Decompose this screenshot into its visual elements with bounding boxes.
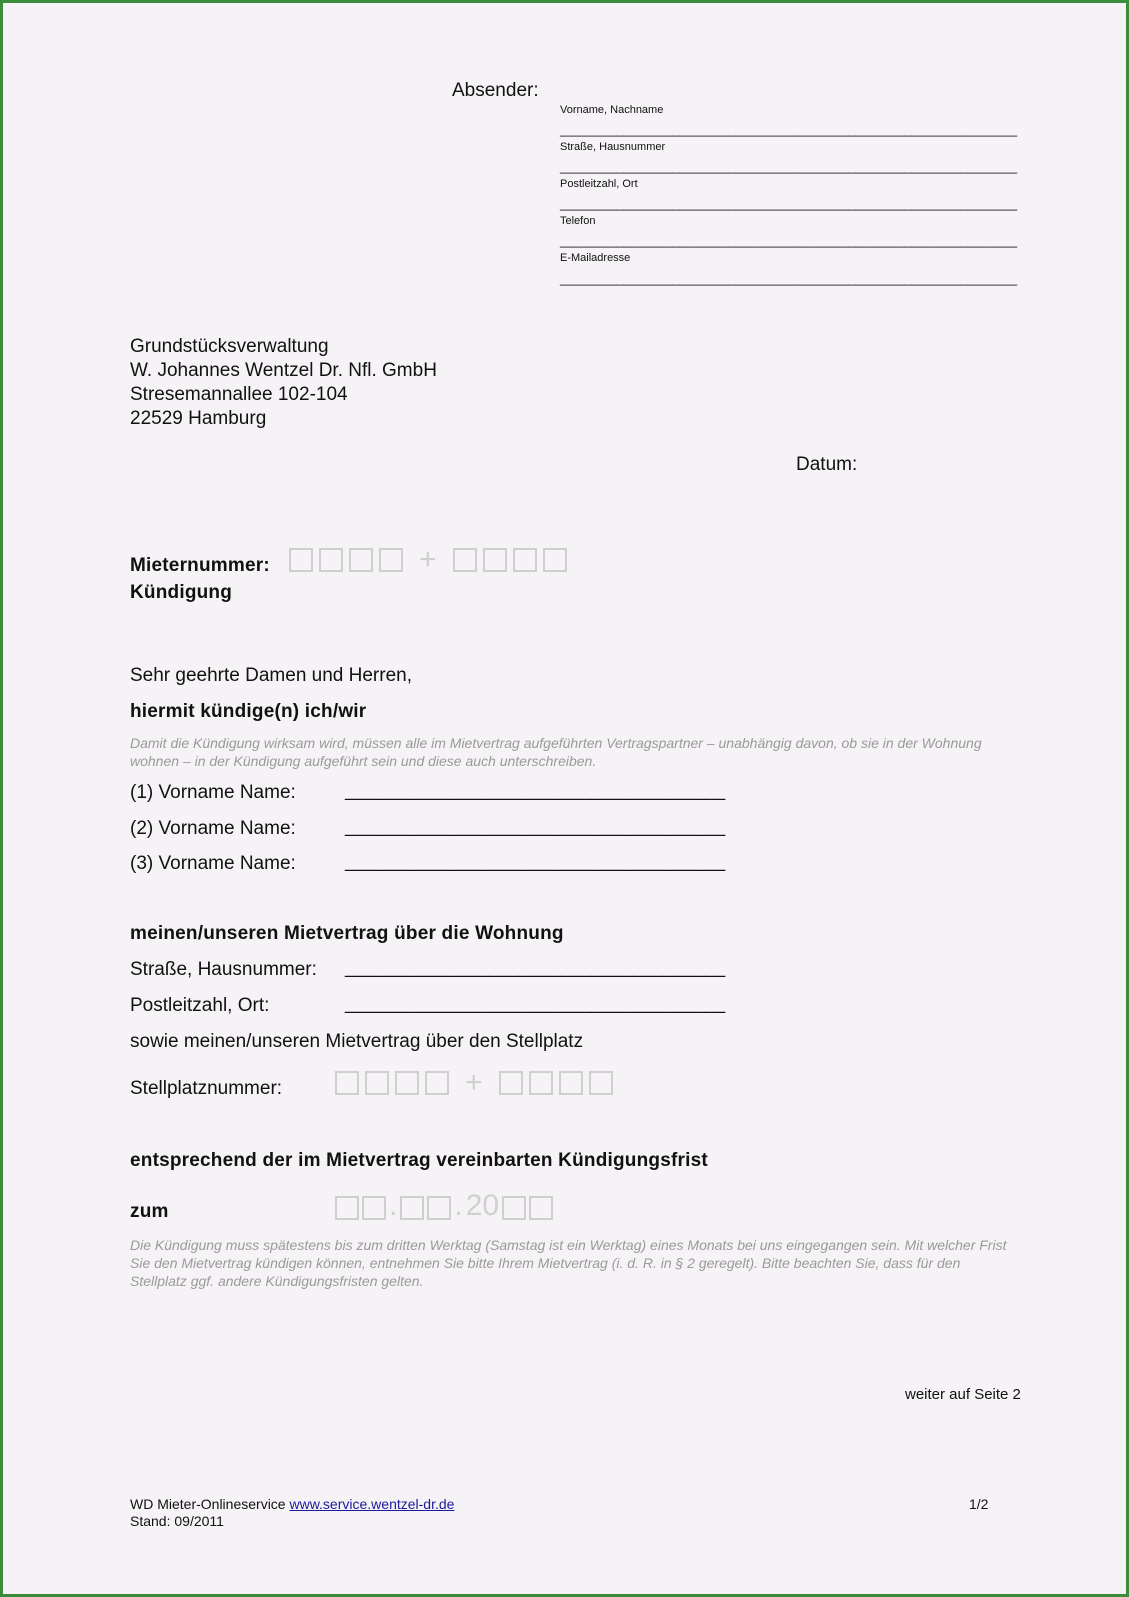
footer-service: WD Mieter-Onlineservice — [130, 1496, 286, 1512]
recipient-line-4: 22529 Hamburg — [130, 408, 267, 429]
plus-sign: + — [465, 1066, 483, 1099]
name-1-label: (1) Vorname Name: — [130, 782, 296, 803]
sender-email-label: E-Mailadresse — [560, 252, 631, 264]
sender-zip-line[interactable]: _________________________________________________________________ — [560, 196, 1017, 211]
name-3-field[interactable]: _____________________________________ — [345, 851, 725, 872]
contract-heading: meinen/unseren Mietvertrag über die Wohnung — [130, 923, 564, 944]
digit-box[interactable] — [589, 1071, 613, 1095]
intro-bold: hiermit kündige(n) ich/wir — [130, 701, 367, 722]
zip-field[interactable]: _____________________________________ — [345, 993, 725, 1014]
digit-box[interactable] — [349, 548, 373, 572]
digit-box[interactable] — [483, 548, 507, 572]
month-box[interactable] — [400, 1196, 424, 1220]
page-number: 1/2 — [969, 1496, 989, 1512]
year-box[interactable] — [502, 1196, 526, 1220]
recipient-line-2: W. Johannes Wentzel Dr. Nfl. GmbH — [130, 360, 437, 381]
parking-label: Stellplatznummer: — [130, 1078, 283, 1099]
digit-box[interactable] — [395, 1071, 419, 1095]
digit-box[interactable] — [499, 1071, 523, 1095]
year-prefix: 20 — [465, 1189, 500, 1222]
termination-date-boxes[interactable] — [335, 1189, 553, 1222]
month-box[interactable] — [427, 1196, 451, 1220]
period-heading: entsprechend der im Mietvertrag vereinbarten Kündigungsfrist — [130, 1150, 708, 1171]
hint-deadline: Die Kündigung muss spätestens bis zum dritten Werktag (Samstag ist ein Werktag) eines Monats bei uns eingegangen sein. Mit welcher Frist Sie den Mietvertrag kündigen können, entnehmen Sie bitte Ihrem Mietvertrag (i. d. R. in § 2 geregelt). Bitte beachten Sie, dass für den Stellplatz ggf. andere Kündigungsfristen gelten. — [130, 1237, 1007, 1289]
subject: Kündigung — [130, 582, 233, 603]
digit-box[interactable] — [559, 1071, 583, 1095]
sender-phone-label: Telefon — [560, 215, 596, 227]
date-dot: . — [389, 1189, 398, 1222]
plus-sign: + — [419, 543, 437, 576]
hint-signatories: Damit die Kündigung wirksam wird, müssen alle im Mietvertrag aufgeführten Vertragspartner – unabhängig davon, ob sie in der Wohnung wohnen – in der Kündigung aufgeführt sein und diese auch unterschreiben. — [130, 735, 982, 769]
greeting: Sehr geehrte Damen und Herren, — [130, 665, 412, 686]
zum-label: zum — [130, 1201, 169, 1222]
digit-box[interactable] — [319, 548, 343, 572]
sender-street-label: Straße, Hausnummer — [560, 141, 666, 153]
parking-number-boxes[interactable] — [335, 1066, 613, 1099]
continue-note: weiter auf Seite 2 — [905, 1386, 1021, 1403]
digit-box[interactable] — [365, 1071, 389, 1095]
digit-box[interactable] — [379, 548, 403, 572]
date-label: Datum: — [796, 454, 858, 475]
digit-box[interactable] — [335, 1071, 359, 1095]
sender-street-line[interactable]: _________________________________________________________________ — [560, 159, 1017, 174]
year-box[interactable] — [529, 1196, 553, 1220]
street-label: Straße, Hausnummer: — [130, 959, 317, 980]
zip-label: Postleitzahl, Ort: — [130, 995, 270, 1016]
recipient-line-3: Stresemannallee 102-104 — [130, 384, 348, 405]
sender-phone-line[interactable]: _________________________________________________________________ — [560, 233, 1017, 248]
name-2-field[interactable]: _____________________________________ — [345, 816, 725, 837]
name-3-label: (3) Vorname Name: — [130, 853, 296, 874]
recipient-line-1: Grundstücksverwaltung — [130, 336, 329, 357]
digit-box[interactable] — [289, 548, 313, 572]
footer-stand: Stand: 09/2011 — [130, 1513, 224, 1529]
sender-label: Absender: — [452, 80, 539, 101]
parking-text: sowie meinen/unseren Mietvertrag über den Stellplatz — [130, 1031, 584, 1052]
digit-box[interactable] — [453, 548, 477, 572]
tenant-number-label: Mieternummer: — [130, 555, 270, 576]
date-dot: . — [454, 1189, 463, 1222]
footer-link[interactable]: www.service.wentzel-dr.de — [289, 1496, 455, 1512]
name-1-field[interactable]: _____________________________________ — [345, 780, 725, 801]
tenant-number-boxes[interactable] — [289, 543, 567, 576]
sender-name-label: Vorname, Nachname — [560, 104, 664, 116]
name-2-label: (2) Vorname Name: — [130, 818, 296, 839]
recipient-address — [130, 335, 437, 431]
digit-box[interactable] — [513, 548, 537, 572]
digit-box[interactable] — [543, 548, 567, 572]
footer-left — [130, 1496, 454, 1530]
sender-name-line[interactable]: _________________________________________________________________ — [560, 122, 1017, 137]
day-box[interactable] — [362, 1196, 386, 1220]
sender-email-line[interactable]: _________________________________________________________________ — [560, 271, 1017, 286]
day-box[interactable] — [335, 1196, 359, 1220]
digit-box[interactable] — [425, 1071, 449, 1095]
street-field[interactable]: _____________________________________ — [345, 957, 725, 978]
sender-zip-label: Postleitzahl, Ort — [560, 178, 638, 190]
digit-box[interactable] — [529, 1071, 553, 1095]
